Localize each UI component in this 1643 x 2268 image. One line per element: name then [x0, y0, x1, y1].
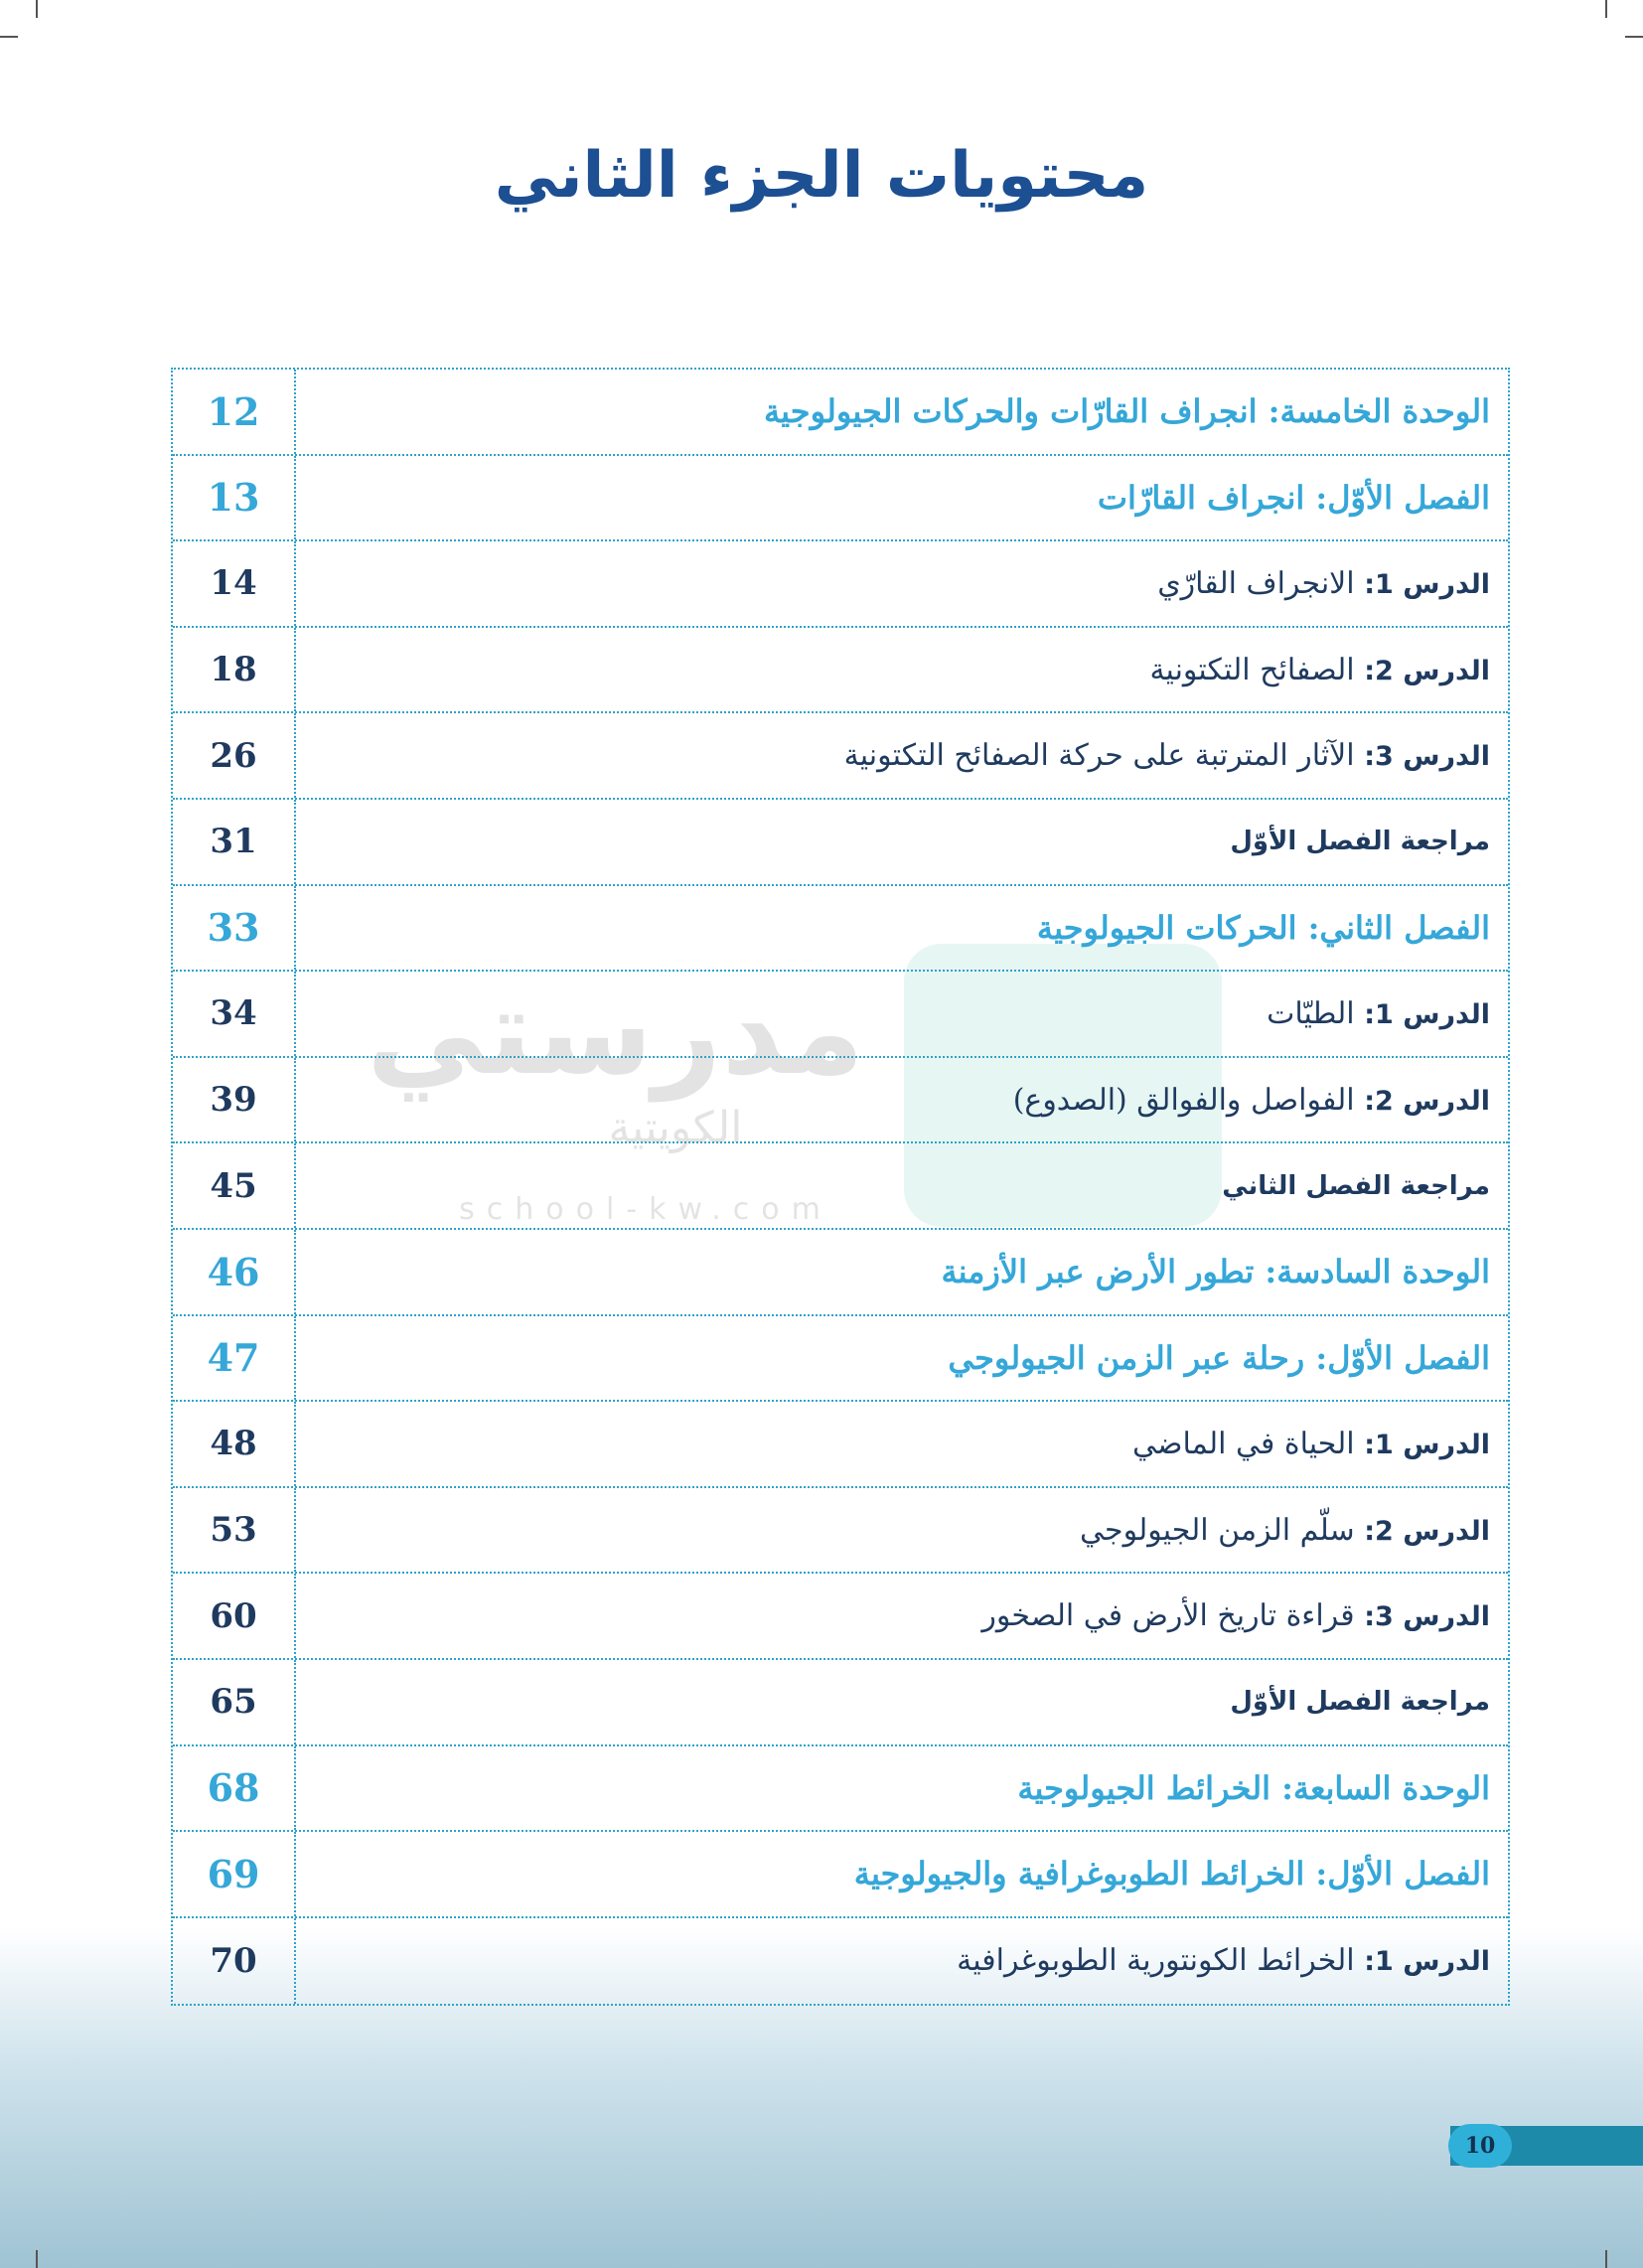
lesson-prefix: الدرس 2:	[1364, 1085, 1490, 1117]
toc-entry-title: الخرائط الكونتورية الطوبوغرافية	[957, 1943, 1355, 1979]
toc-page-number: 13	[173, 456, 296, 540]
toc-entry-label	[296, 1513, 1508, 1548]
table-of-contents	[171, 368, 1510, 2006]
toc-entry-label	[296, 1339, 1508, 1377]
page-number: 10	[1448, 2124, 1512, 2168]
toc-entry-title: مراجعة الفصل الثاني	[1222, 1170, 1490, 1201]
toc-page-number: 65	[173, 1660, 296, 1744]
toc-entry-label	[296, 1253, 1508, 1290]
toc-page-number: 45	[173, 1143, 296, 1228]
crop-mark	[1625, 36, 1643, 38]
toc-row-lesson[interactable]	[173, 1574, 1508, 1660]
toc-row-review[interactable]	[173, 800, 1508, 886]
toc-page-number: 70	[173, 1918, 296, 2005]
lesson-prefix: الدرس 2:	[1364, 1515, 1490, 1547]
toc-entry-title: الحياة في الماضي	[1132, 1426, 1355, 1461]
lesson-prefix: الدرس 1:	[1364, 1429, 1490, 1460]
toc-row-review[interactable]	[173, 1143, 1508, 1230]
toc-entry-label	[296, 479, 1508, 517]
toc-entry-title: الانجراف القارّي	[1157, 565, 1355, 601]
lesson-prefix: الدرس 1:	[1364, 1946, 1490, 1978]
toc-row-lesson[interactable]	[173, 972, 1508, 1058]
toc-row-chapter[interactable]	[173, 1316, 1508, 1403]
toc-entry-title: الفصل الأوّل: الخرائط الطوبوغرافية والجيولوجية	[853, 1855, 1490, 1893]
toc-entry-title: الوحدة السابعة: الخرائط الجيولوجية	[1017, 1768, 1490, 1807]
toc-entry-title: سلّم الزمن الجيولوجي	[1080, 1512, 1355, 1548]
toc-row-lesson[interactable]	[173, 713, 1508, 800]
toc-entry-label	[296, 996, 1508, 1031]
toc-entry-title: الفصل الثاني: الحركات الجيولوجية	[1036, 908, 1490, 947]
toc-row-unit[interactable]	[173, 370, 1508, 456]
toc-row-chapter[interactable]	[173, 1832, 1508, 1918]
toc-entry-title: الآثار المترتبة على حركة الصفائح التكتونية	[843, 738, 1355, 774]
toc-row-chapter[interactable]	[173, 886, 1508, 973]
toc-page-number: 34	[173, 972, 296, 1056]
toc-entry-label	[296, 909, 1508, 947]
toc-entry-label	[296, 1943, 1508, 1978]
toc-entry-title: مراجعة الفصل الأوّل	[1230, 827, 1490, 857]
crop-mark	[1605, 0, 1607, 18]
toc-entry-title: الصفائح التكتونية	[1149, 652, 1355, 687]
toc-entry-label	[296, 827, 1508, 856]
toc-page-number: 69	[173, 1832, 296, 1916]
toc-page-number: 33	[173, 886, 296, 971]
toc-entry-label	[296, 566, 1508, 601]
toc-page-number: 47	[173, 1316, 296, 1401]
toc-row-lesson[interactable]	[173, 1488, 1508, 1575]
lesson-prefix: الدرس 1:	[1364, 568, 1490, 600]
toc-row-lesson[interactable]	[173, 1058, 1508, 1144]
toc-row-lesson[interactable]	[173, 1918, 1508, 2005]
crop-mark	[36, 2250, 38, 2268]
toc-entry-label	[296, 1769, 1508, 1807]
toc-entry-label	[296, 1598, 1508, 1633]
toc-entry-label	[296, 392, 1508, 430]
toc-row-review[interactable]	[173, 1660, 1508, 1746]
crop-mark	[0, 36, 18, 38]
watermark-name: مدرستي	[366, 964, 864, 1102]
lesson-prefix: الدرس 2:	[1364, 655, 1490, 686]
toc-entry-title: مراجعة الفصل الأوّل	[1230, 1687, 1490, 1718]
toc-row-unit[interactable]	[173, 1230, 1508, 1316]
page-title: محتويات الجزء الثاني	[494, 139, 1149, 213]
toc-entry-label	[296, 1855, 1508, 1892]
toc-page-number: 12	[173, 370, 296, 454]
toc-page-number: 14	[173, 541, 296, 626]
lesson-prefix: الدرس 3:	[1364, 1601, 1490, 1633]
toc-entry-label	[296, 1171, 1508, 1201]
toc-entry-label	[296, 1083, 1508, 1118]
toc-page-number: 26	[173, 713, 296, 798]
toc-entry-label	[296, 653, 1508, 687]
toc-entry-title: الوحدة السادسة: تطور الأرض عبر الأزمنة	[941, 1253, 1490, 1291]
toc-page-number: 46	[173, 1230, 296, 1314]
toc-row-lesson[interactable]	[173, 628, 1508, 714]
toc-entry-title: الوحدة الخامسة: انجراف القارّات والحركات الجيولوجية	[763, 392, 1490, 431]
lesson-prefix: الدرس 3:	[1364, 741, 1490, 773]
toc-row-unit[interactable]	[173, 1746, 1508, 1833]
toc-row-lesson[interactable]	[173, 541, 1508, 628]
toc-entry-title: الفصل الأوّل: رحلة عبر الزمن الجيولوجي	[948, 1338, 1490, 1377]
toc-page-number: 68	[173, 1746, 296, 1831]
toc-entry-label	[296, 1687, 1508, 1717]
toc-page-number: 31	[173, 800, 296, 884]
toc-row-chapter[interactable]	[173, 456, 1508, 542]
toc-entry-title: الفواصل والفوالق (الصدوع)	[1012, 1082, 1355, 1118]
toc-entry-label	[296, 1427, 1508, 1461]
lesson-prefix: الدرس 1:	[1364, 998, 1490, 1030]
toc-entry-label	[296, 738, 1508, 773]
toc-row-lesson[interactable]	[173, 1402, 1508, 1488]
toc-entry-title: قراءة تاريخ الأرض في الصخور	[981, 1598, 1355, 1634]
watermark-sub: الكويتية	[608, 1103, 743, 1153]
toc-entry-title: الطيّات	[1267, 995, 1355, 1031]
crop-mark	[36, 0, 38, 18]
toc-page-number: 18	[173, 628, 296, 712]
toc-page-number: 60	[173, 1574, 296, 1658]
toc-page-number: 39	[173, 1058, 296, 1142]
toc-entry-title: الفصل الأوّل: انجراف القارّات	[1097, 478, 1490, 517]
toc-page-number: 53	[173, 1488, 296, 1573]
toc-page-number: 48	[173, 1402, 296, 1486]
watermark-url: school-kw.com	[459, 1192, 832, 1227]
crop-mark	[1605, 2250, 1607, 2268]
